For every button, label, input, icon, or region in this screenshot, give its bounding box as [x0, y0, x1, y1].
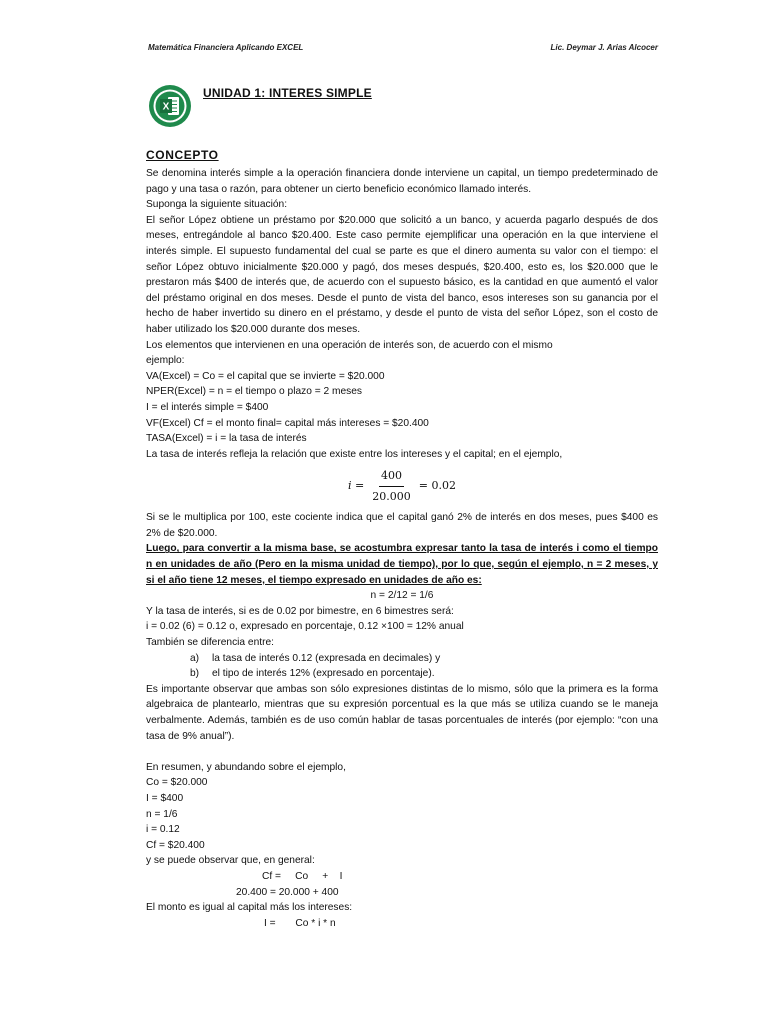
list-label-b: b)	[190, 668, 200, 680]
formula-numerator: 400	[379, 468, 404, 487]
excel-logo-icon	[148, 84, 192, 128]
paragraph-rate-bimonthly: Y la tasa de interés, si es de 0.02 por bimestre, en 6 bimestres será:	[146, 605, 454, 617]
unit-title: UNIDAD 1: INTERES SIMPLE	[203, 86, 372, 100]
formula-rhs: = 0.02	[418, 479, 456, 493]
paragraph-base-conversion: Luego, para convertir a la misma base, se acostumbra expresar tanto la tasa de interés i como el tiempo n en unidades de año (Pero en la misma unidad de tiempo), por lo que, según el ejemplo, n = 2 meses, y si el año tiene 12 meses, el tiempo expresado en unidades de año es:	[146, 543, 658, 586]
equation-cf: Cf = Co + I	[262, 870, 343, 882]
element-rate: TASA(Excel) = i = la tasa de interés	[146, 433, 307, 445]
list-text-b: el tipo de interés 12% (expresado en porcentaje).	[212, 668, 435, 680]
element-interest: I = el interés simple = $400	[146, 401, 269, 413]
equation-sum: 20.400 = 20.000 + 400	[236, 886, 339, 898]
summary-final-amount: Cf = $20.400	[146, 839, 205, 851]
paragraph-observation: Es importante observar que ambas son sólo expresiones distintas de lo mismo, sólo que la primera es la forma algebraica de plantearlo, mientras que su expresión porcentual es la que más se utiliza cuando se le maneja verbalmente. Además, también es de uso común hablar de tasas porcentuales de interés (por ejemplo: “con una tasa de 9% anual”).	[146, 683, 658, 742]
page-header	[148, 43, 658, 57]
equation-n: n = 2/12 = 1/6	[370, 590, 434, 602]
equation-annual-rate: i = 0.02 (6) = 0.12 o, expresado en porcentaje, 0.12 ×100 = 12% anual	[146, 621, 464, 633]
paragraph-general: y se puede observar que, en general:	[146, 855, 315, 867]
header-author: Lic. Deymar J. Arias Alcocer	[550, 43, 658, 52]
header-course-title: Matemática Financiera Aplicando EXCEL	[148, 43, 304, 52]
summary-capital: Co = $20.000	[146, 777, 208, 789]
element-final-amount: VF(Excel) Cf = el monto final= capital más intereses = $20.400	[146, 417, 429, 429]
summary-interest: I = $400	[146, 792, 184, 804]
element-time: NPER(Excel) = n = el tiempo o plazo = 2 meses	[146, 386, 363, 398]
blank-line	[146, 744, 658, 760]
document-body	[146, 166, 658, 931]
rate-formula	[146, 462, 658, 510]
paragraph-definition: Se denomina interés simple a la operación financiera donde interviene un capital, un tiempo predeterminado de pago y una tasa o razón, para obtener un cierto beneficio económico llamado interés.	[146, 168, 658, 195]
paragraph-percentage: Si se le multiplica por 100, este cociente indica que el capital ganó 2% de interés en dos meses, pues $400 es 2% de $20.000.	[146, 512, 658, 539]
summary-rate: i = 0.12	[146, 824, 180, 836]
list-text-a: la tasa de interés 0.12 (expresada en decimales) y	[212, 652, 441, 664]
paragraph-situation-intro: Suponga la siguiente situación:	[146, 199, 288, 211]
paragraph-elements-cont: ejemplo:	[146, 355, 185, 367]
paragraph-difference: También se diferencia entre:	[146, 637, 274, 649]
formula-denominator: 20.000	[372, 489, 411, 503]
element-capital: VA(Excel) = Co = el capital que se invierte = $20.000	[146, 370, 385, 382]
summary-time: n = 1/6	[146, 808, 178, 820]
list-item-a	[146, 651, 658, 667]
paragraph-elements: Los elementos que intervienen en una operación de interés son, de acuerdo con el mismo	[146, 339, 553, 351]
list-label-a: a)	[190, 652, 200, 664]
paragraph-rate-relation: La tasa de interés refleja la relación que existe entre los intereses y el capital; en el ejemplo,	[146, 448, 563, 460]
formula-lhs: i =	[348, 479, 365, 493]
formula-fraction	[370, 468, 413, 504]
equation-interest: I = Co * i * n	[264, 917, 336, 929]
paragraph-summary-intro: En resumen, y abundando sobre el ejemplo,	[146, 761, 346, 773]
section-title: CONCEPTO	[146, 148, 219, 162]
paragraph-example: El señor López obtiene un préstamo por $20.000 que solicitó a un banco, y acuerda pagarlo después de dos meses, entregándole al banco $20.400. Este caso permite ejemplificar una operación en la que interviene el interés simple. El supuesto fundamental del cual se parte es que el dinero aumenta su valor con el tiempo: el señor López obtuvo inicialmente $20.000 y pagó, dos meses después, $20.400, esto es, los $20.000 que le prestaron más $400 de interés que, de acuerdo con el supuesto básico, es la cantidad en que aumentó el valor del préstamo original en dos meses. Desde el punto de vista del banco, esos intereses son su ganancia por el hecho de haber invertido su dinero en el préstamo, y desde el punto de vista del señor López, son el costo de haber utilizado los $20.000 durante dos meses.	[146, 214, 658, 335]
list-item-b	[146, 666, 658, 682]
paragraph-amount-equals: El monto es igual al capital más los intereses:	[146, 902, 353, 914]
svg-text:X: X	[162, 101, 170, 113]
